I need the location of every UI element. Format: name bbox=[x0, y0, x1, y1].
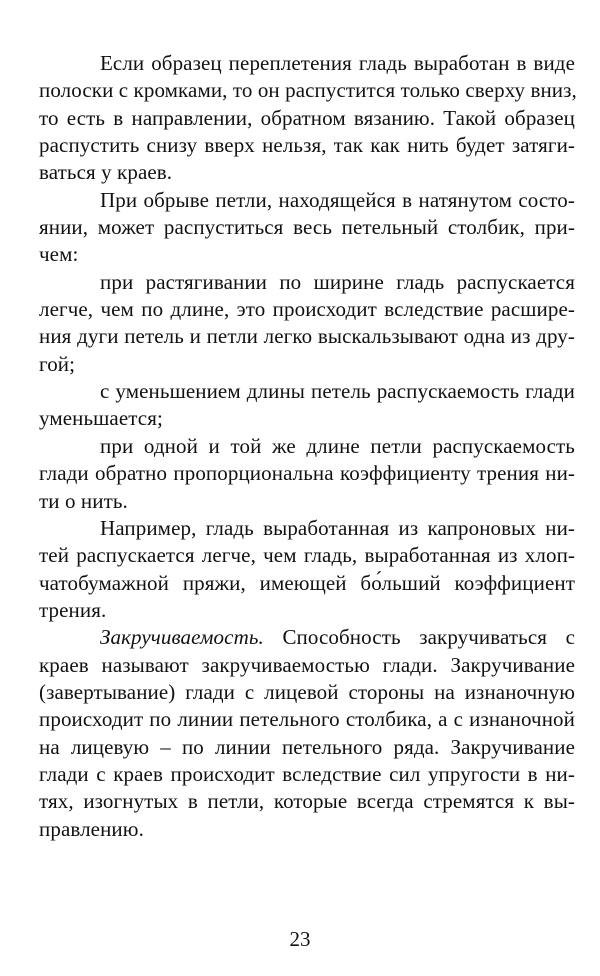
text-line: то есть в направлении, обратном вязанию. Такой образец bbox=[39, 105, 575, 130]
text-line: При обрыве петли, находящейся в натянутом состо- bbox=[100, 187, 575, 212]
text-line: при одной и той же длине петли распускаемость bbox=[100, 433, 575, 458]
page-number: 23 bbox=[289, 927, 311, 951]
text-line: тей распускается легче, чем гладь, выработанная из хлоп- bbox=[39, 543, 575, 568]
text-line: с уменьшением длины петель распускаемость глади bbox=[100, 379, 575, 404]
text-line: ти о нить. bbox=[39, 488, 128, 513]
text-line: трения. bbox=[39, 597, 107, 622]
text-span: Способность закручиваться с bbox=[282, 625, 575, 650]
italic-term: Закручиваемость. bbox=[100, 625, 264, 650]
text-line: ния дуги петель и петли легко выскальзывают одна из дру- bbox=[39, 324, 575, 349]
text-line: краев называют закручиваемостью глади. Закручивание bbox=[39, 652, 575, 677]
text-line: происходит по линии петельного столбика, а с изнаночной bbox=[39, 707, 575, 732]
text-line: легче, чем по длине, это происходит вследствие расшире- bbox=[39, 297, 575, 322]
body-text bbox=[39, 50, 575, 843]
text-line: Например, гладь выработанная из капроновых ни- bbox=[100, 515, 575, 540]
text-line: на лицевую – по линии петельного ряда. Закручивание bbox=[39, 734, 575, 759]
text-line bbox=[39, 624, 575, 651]
text-line: распустить снизу вверх нельзя, так как нить будет затяги- bbox=[39, 133, 575, 158]
text-line: уменьшается; bbox=[39, 406, 163, 431]
text-line: янии, может распуститься весь петельный столбик, при- bbox=[39, 215, 575, 240]
text-line: ваться у краев. bbox=[39, 160, 173, 185]
text-line: правлению. bbox=[39, 816, 144, 841]
text-line: при растягивании по ширине гладь распускается bbox=[100, 269, 575, 294]
text-line: гой; bbox=[39, 351, 76, 376]
text-line: глади обратно пропорциональна коэффициенту трения ни- bbox=[39, 461, 575, 486]
text-line: тях, изогнутых в петли, которые всегда стремятся к вы- bbox=[39, 789, 575, 814]
text-line: чатобумажной пряжи, имеющей бо́льший коэффициент bbox=[39, 570, 575, 595]
text-line: Если образец переплетения гладь выработан в виде bbox=[100, 51, 575, 75]
text-line: глади с краев происходит вследствие сил упругости в ни- bbox=[39, 761, 575, 786]
text-line: (завертывание) глади с лицевой стороны на изнаночную bbox=[39, 679, 575, 704]
text-line: чем: bbox=[39, 242, 79, 267]
text-line: полоски с кромками, то он распустится только сверху вниз, bbox=[39, 78, 577, 103]
